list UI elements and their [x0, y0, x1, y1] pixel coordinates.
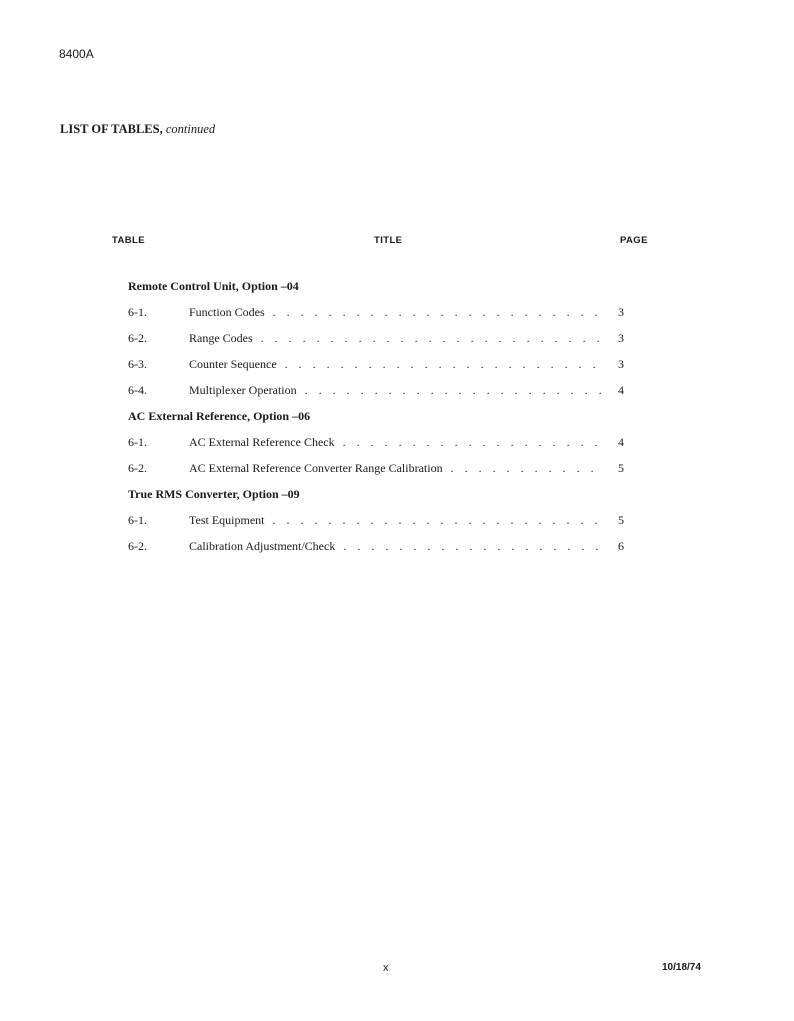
- page-heading: [60, 122, 215, 137]
- page-reference: 6: [618, 539, 624, 553]
- section-title: Remote Control Unit, Option –04: [128, 279, 299, 293]
- page-number: x: [383, 962, 389, 974]
- column-header-table: TABLE: [112, 235, 145, 246]
- list-item: [128, 305, 628, 331]
- table-title: Test Equipment . . .: [189, 513, 602, 527]
- table-number: 6-1.: [128, 305, 147, 319]
- list-item: [128, 331, 628, 357]
- table-number: 6-3.: [128, 357, 147, 371]
- list-item: [128, 539, 628, 565]
- table-number: 6-1.: [128, 513, 147, 527]
- table-title: AC External Reference Converter Range Calibration . . .: [189, 461, 602, 475]
- page-reference: 5: [618, 461, 624, 475]
- page-reference: 4: [618, 435, 624, 449]
- heading-continued: continued: [165, 122, 216, 136]
- list-item: [128, 383, 628, 409]
- table-of-contents-list: [128, 279, 628, 565]
- list-item: [128, 513, 628, 539]
- heading-title: LIST OF TABLES,: [60, 122, 163, 136]
- list-item: [128, 357, 628, 383]
- table-title: Function Codes . . .: [189, 305, 602, 319]
- column-header-page: PAGE: [620, 235, 648, 246]
- table-title: AC External Reference Check . . .: [189, 435, 602, 449]
- section-title: AC External Reference, Option –06: [128, 409, 311, 423]
- page-reference: 4: [618, 383, 624, 397]
- table-number: 6-1.: [128, 435, 147, 449]
- page-reference: 5: [618, 513, 624, 527]
- list-item: [128, 435, 628, 461]
- table-number: 6-2.: [128, 461, 147, 475]
- section-title: True RMS Converter, Option –09: [128, 487, 300, 501]
- page-reference: 3: [618, 331, 624, 345]
- table-number: 6-2.: [128, 331, 147, 345]
- table-title: Counter Sequence . . .: [189, 357, 602, 371]
- table-number: 6-2.: [128, 539, 147, 553]
- table-title: Calibration Adjustment/Check . . .: [189, 539, 602, 553]
- table-title: Multiplexer Operation . . .: [189, 383, 602, 397]
- table-title: Range Codes . . .: [189, 331, 602, 345]
- column-header-title: TITLE: [374, 235, 403, 246]
- table-number: 6-4.: [128, 383, 147, 397]
- document-id: 8400A: [59, 47, 94, 61]
- list-item: [128, 461, 628, 487]
- revision-date: 10/18/74: [662, 962, 701, 973]
- page-reference: 3: [618, 305, 624, 319]
- page-reference: 3: [618, 357, 624, 371]
